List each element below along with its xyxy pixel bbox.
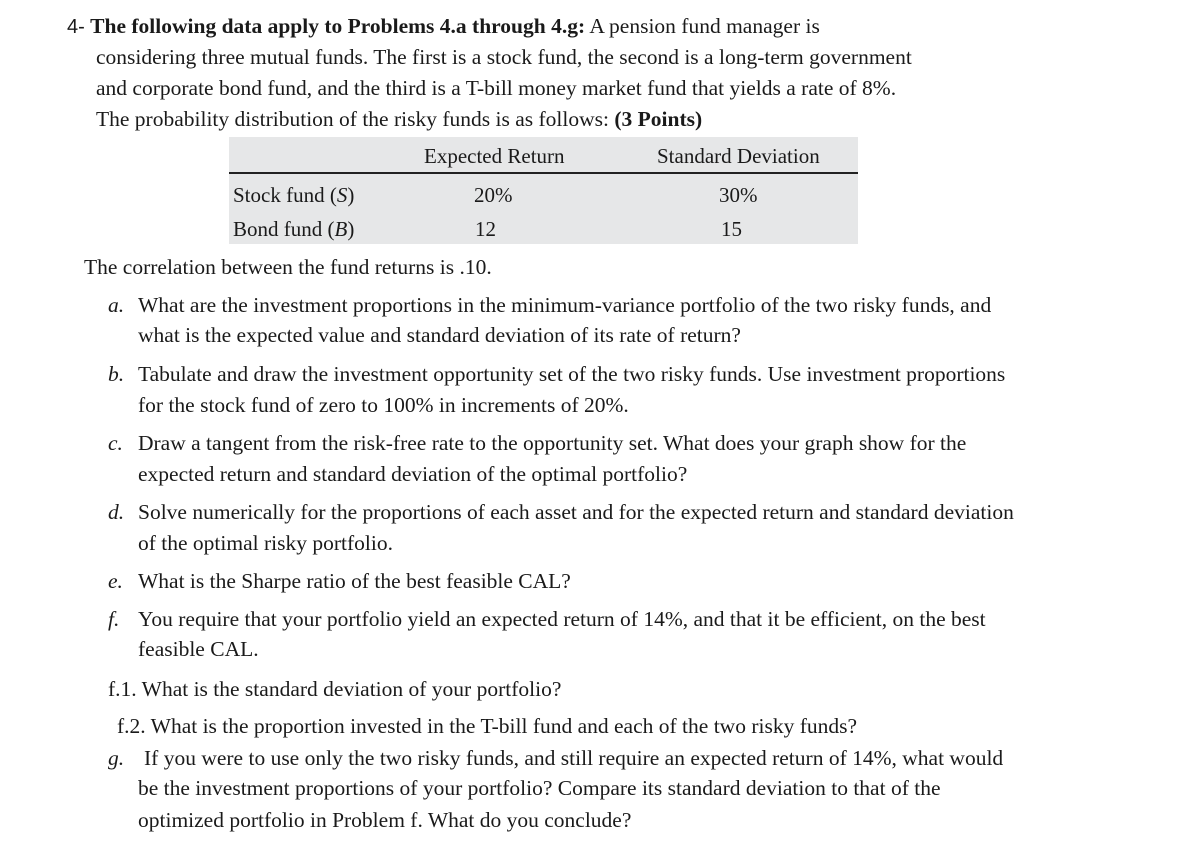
row-stock-std-dev: 30%: [719, 183, 758, 207]
table-header-rule: [229, 172, 858, 174]
question-b-line-2: for the stock fund of zero to 100% in increments of 20%.: [138, 393, 629, 417]
question-b-letter: b.: [108, 362, 125, 386]
question-g-text-1: If you were to use only the two risky funds, and still require an expected return of 14%, what would: [144, 746, 1004, 770]
question-a-letter: a.: [108, 293, 125, 317]
fund-table: [229, 137, 858, 244]
question-c-line-1: [108, 430, 966, 456]
question-g-line-1: [108, 745, 1003, 771]
problem-intro-line-4: [96, 106, 702, 132]
question-d-line-1: [108, 499, 1014, 525]
question-d-line-2: of the optimal risky portfolio.: [138, 531, 393, 555]
row-stock-expected-return: 20%: [474, 183, 513, 207]
correlation-text: The correlation between the fund returns is .10.: [84, 255, 492, 279]
bond-label-close: ): [347, 217, 355, 241]
question-d-text-1: Solve numerically for the proportions of each asset and for the expected return and standard deviation: [138, 500, 1014, 524]
question-a-text-1: What are the investment proportions in the minimum-variance portfolio of the two risky funds, and: [138, 293, 992, 317]
question-a-line-1: [108, 292, 991, 318]
points-label: (3 Points): [614, 107, 703, 131]
stock-label-close: ): [347, 183, 355, 207]
intro-text-1: A pension fund manager is: [589, 14, 820, 38]
question-e-text-1: What is the Sharpe ratio of the best feasible CAL?: [138, 569, 571, 593]
row-bond-std-dev: 15: [721, 217, 742, 241]
question-b-text-1: Tabulate and draw the investment opportunity set of the two risky funds. Use investment proportions: [138, 362, 1006, 386]
question-e-letter: e.: [108, 569, 123, 593]
bond-label-text: Bond fund (: [233, 217, 335, 241]
question-c-letter: c.: [108, 431, 123, 455]
question-d-letter: d.: [108, 500, 125, 524]
question-f-letter: f.: [108, 607, 120, 631]
stock-symbol: S: [336, 183, 348, 207]
question-c-text-1: Draw a tangent from the risk-free rate to the opportunity set. What does your graph show for the: [138, 431, 967, 455]
header-expected-return: Expected Return: [424, 144, 565, 168]
question-f-text-1: You require that your portfolio yield an expected return of 14%, and that it be efficient, on the best: [138, 607, 986, 631]
problem-intro-line-2: considering three mutual funds. The first is a stock fund, the second is a long-term government: [96, 45, 912, 69]
bond-symbol: B: [334, 217, 348, 241]
row-bond-expected-return: 12: [475, 217, 496, 241]
question-g-letter: g.: [108, 746, 125, 770]
question-g-line-3: optimized portfolio in Problem f. What do you conclude?: [138, 808, 632, 832]
question-f-line-2: feasible CAL.: [138, 637, 259, 661]
question-a-line-2: what is the expected value and standard deviation of its rate of return?: [138, 323, 741, 347]
problem-intro-line-1: [67, 13, 820, 40]
row-bond-label: [233, 216, 354, 242]
header-standard-deviation: Standard Deviation: [657, 144, 820, 168]
question-c-line-2: expected return and standard deviation of the optimal portfolio?: [138, 462, 688, 486]
question-e-line-1: [108, 568, 571, 594]
intro-text-4: The probability distribution of the risky funds is as follows:: [96, 107, 609, 131]
problem-intro-line-3: and corporate bond fund, and the third is a T-bill money market fund that yields a rate of 8%.: [96, 76, 897, 100]
stock-label-text: Stock fund (: [233, 183, 337, 207]
row-stock-label: [233, 182, 354, 208]
question-b-line-1: [108, 361, 1005, 387]
question-f-line-1: [108, 606, 986, 632]
question-g-line-2: be the investment proportions of your portfolio? Compare its standard deviation to that of the: [138, 776, 941, 800]
problem-heading: The following data apply to Problems 4.a through 4.g:: [90, 14, 586, 38]
question-f2: f.2. What is the proportion invested in the T-bill fund and each of the two risky funds?: [117, 714, 858, 738]
question-f1: f.1. What is the standard deviation of your portfolio?: [108, 677, 562, 701]
problem-number: 4-: [67, 16, 85, 38]
